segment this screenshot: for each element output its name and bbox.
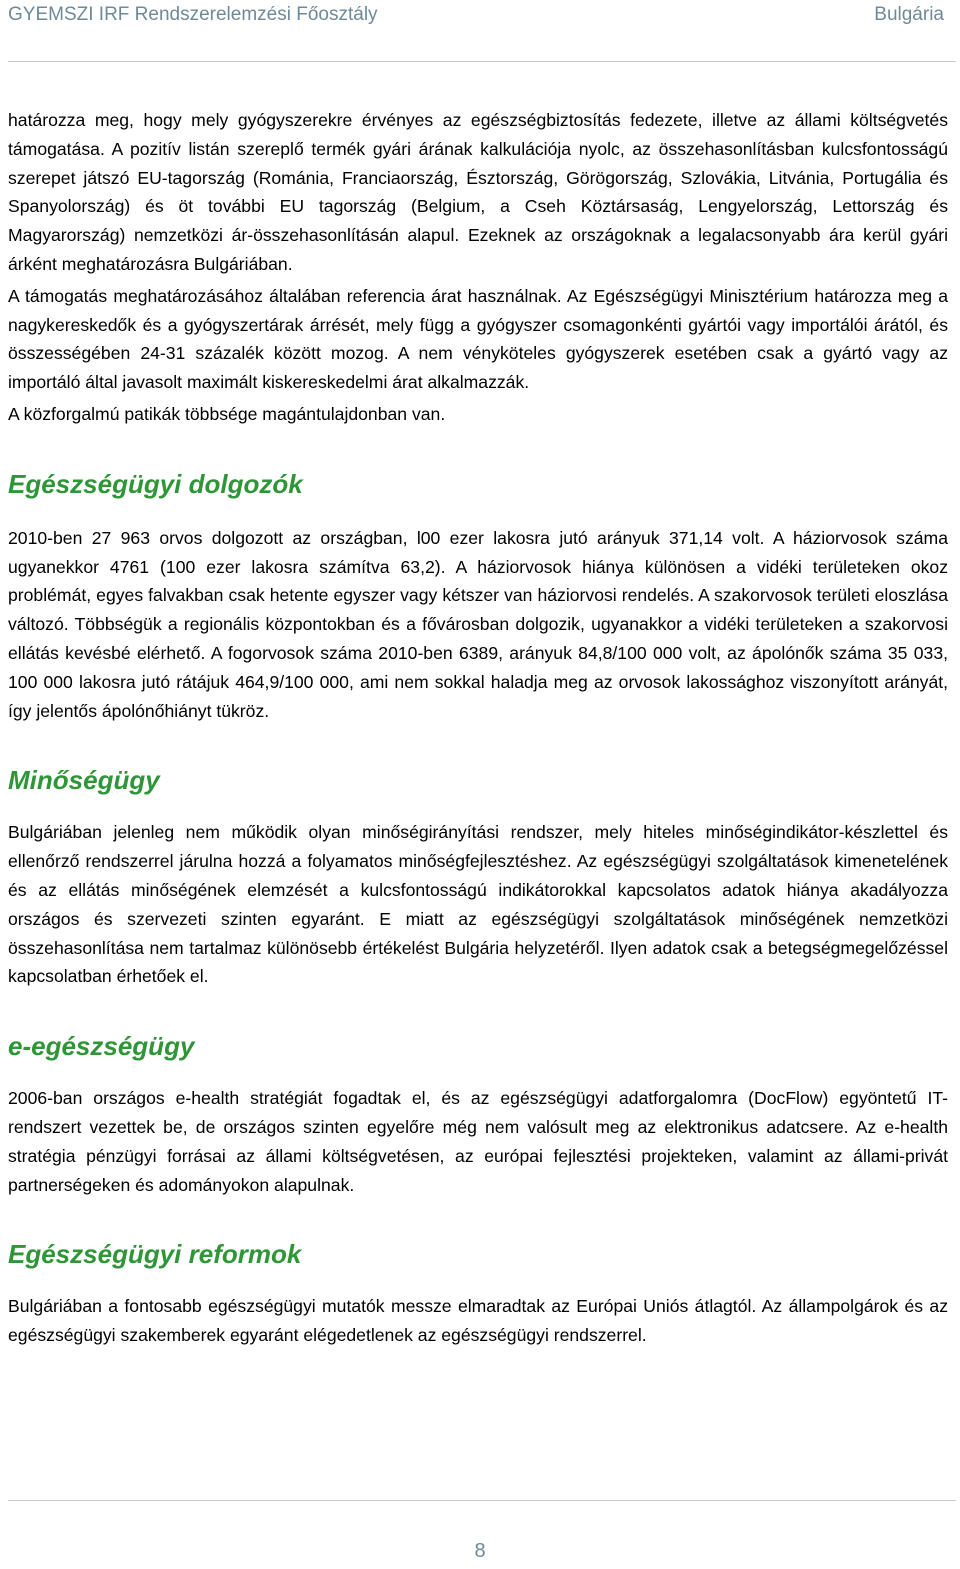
section-heading-ehealth: e-egészségügy [8,1031,195,1062]
footer-divider [8,1500,956,1501]
header-divider [8,61,956,62]
header-left-title: GYEMSZI IRF Rendszerelemzési Főosztály [8,4,378,25]
paragraph-ehealth: 2006-ban országos e-health stratégiát fogadtak el, és az egészségügyi adatforgalomra (DocFlow) egyöntetű IT-rendszert vezettek be, de országos szinten egyelőre még nem valósult meg az elektronikus adatcsere. Az e-health stratégia pénzügyi forrásai az állami költségvetésen, az európai fejlesztési projekteken, valamint az állami-privát partnerségeken és adományokon alapulnak. [8,1088,948,1195]
document-body [8,106,948,1350]
paragraph-pharmacies: A közforgalmú patikák többsége magántulajdonban van. [8,403,446,424]
paragraph-drug-pricing: határozza meg, hogy mely gyógyszerekre érvényes az egészségbiztosítás fedezete, illetve az állami költségvetés támogatása. A pozitív listán szereplő termék gyári árának kalkulációja nyolc, az összehasonlításban kulcsfontosságú szerepet játszó EU-tagország (Románia, Franciaország, Észtország, Görögország, Szlovákia, Litvánia, Portugália és Spanyolország) és öt további EU tagország (Belgium, a Cseh Köztársaság, Lengyelország, Lettország és Magyarország) nemzetközi ár-összehasonlításán alapul. Ezeknek az országoknak a legalacsonyabb ára kerül gyári árként meghatározásra Bulgáriában. [8,110,948,274]
paragraph-quality: Bulgáriában jelenleg nem működik olyan minőségirányítási rendszer, mely hiteles minőségindikátor-készlettel és ellenőrző rendszerrel járulna hozzá a folyamatos minőségfejlesztéshez. Az egészségügyi szolgáltatások kimenetelének és az ellátás minőségének elemzését a kulcsfontosságú indikátorokkal kapcsolatos adatok hiánya akadályozza országos és szervezeti szinten egyaránt. E miatt az egészségügyi szolgáltatások minőségének nemzetközi összehasonlítása nem tartalmaz különösebb értékelést Bulgária helyzetéről. Ilyen adatok csak a betegségmegelőzéssel kapcsolatban érhetőek el. [8,822,948,987]
paragraph-health-workers: 2010-ben 27 963 orvos dolgozott az országban, l00 ezer lakosra jutó arányuk 371,14 volt. A háziorvosok száma ugyanekkor 4761 (100 ezer lakosra számítva 63,2). A háziorvosok hiánya különösen a vidéki területeken okoz problémát, egyes falvakban csak hetente egyszer vagy kétszer van háziorvosi rendelés. A szakorvosok területi eloszlása változó. Többségük a regionális központokban és a fővárosban dolgozik, ugyanakkor a vidéki területeken a szakorvosi ellátás kevésbé elérhető. A fogorvosok száma 2010-ben 6389, arányuk 84,8/100 000 volt, az ápolónők száma 35 033, 100 000 lakosra jutó rátájuk 464,9/100 000, ami nem sokkal haladja meg az orvosok lakossághoz viszonyított arányát, így jelentős ápolónőhiányt tükröz. [8,527,948,721]
header-right-country: Bulgária [874,4,944,25]
paragraph-reforms: Bulgáriában a fontosabb egészségügyi mutatók messze elmaradtak az Európai Uniós átlagtól. Az állampolgárok és az egészségügyi szakemberek egyaránt elégedetlenek az egészségügyi rendszerrel. [8,1296,948,1346]
page-header [8,0,944,30]
paragraph-reimbursement: A támogatás meghatározásához általában referencia árat használnak. Az Egészségügyi Minisztérium határozza meg a nagykereskedők és a gyógyszertárak árrését, mely függ a gyógyszer csomagonkénti gyártói vagy importálói árától, és összességében 24-31 százalék között mozog. A nem vényköteles gyógyszerek esetében csak a gyártó vagy az importáló által javasolt maximált kiskereskedelmi árat alkalmazzák. [8,285,948,393]
section-heading-health-workers: Egészségügyi dolgozók [8,468,303,499]
section-heading-reforms: Egészségügyi reformok [8,1239,302,1270]
page-number: 8 [474,1540,486,1562]
section-heading-quality: Minőségügy [8,765,160,796]
